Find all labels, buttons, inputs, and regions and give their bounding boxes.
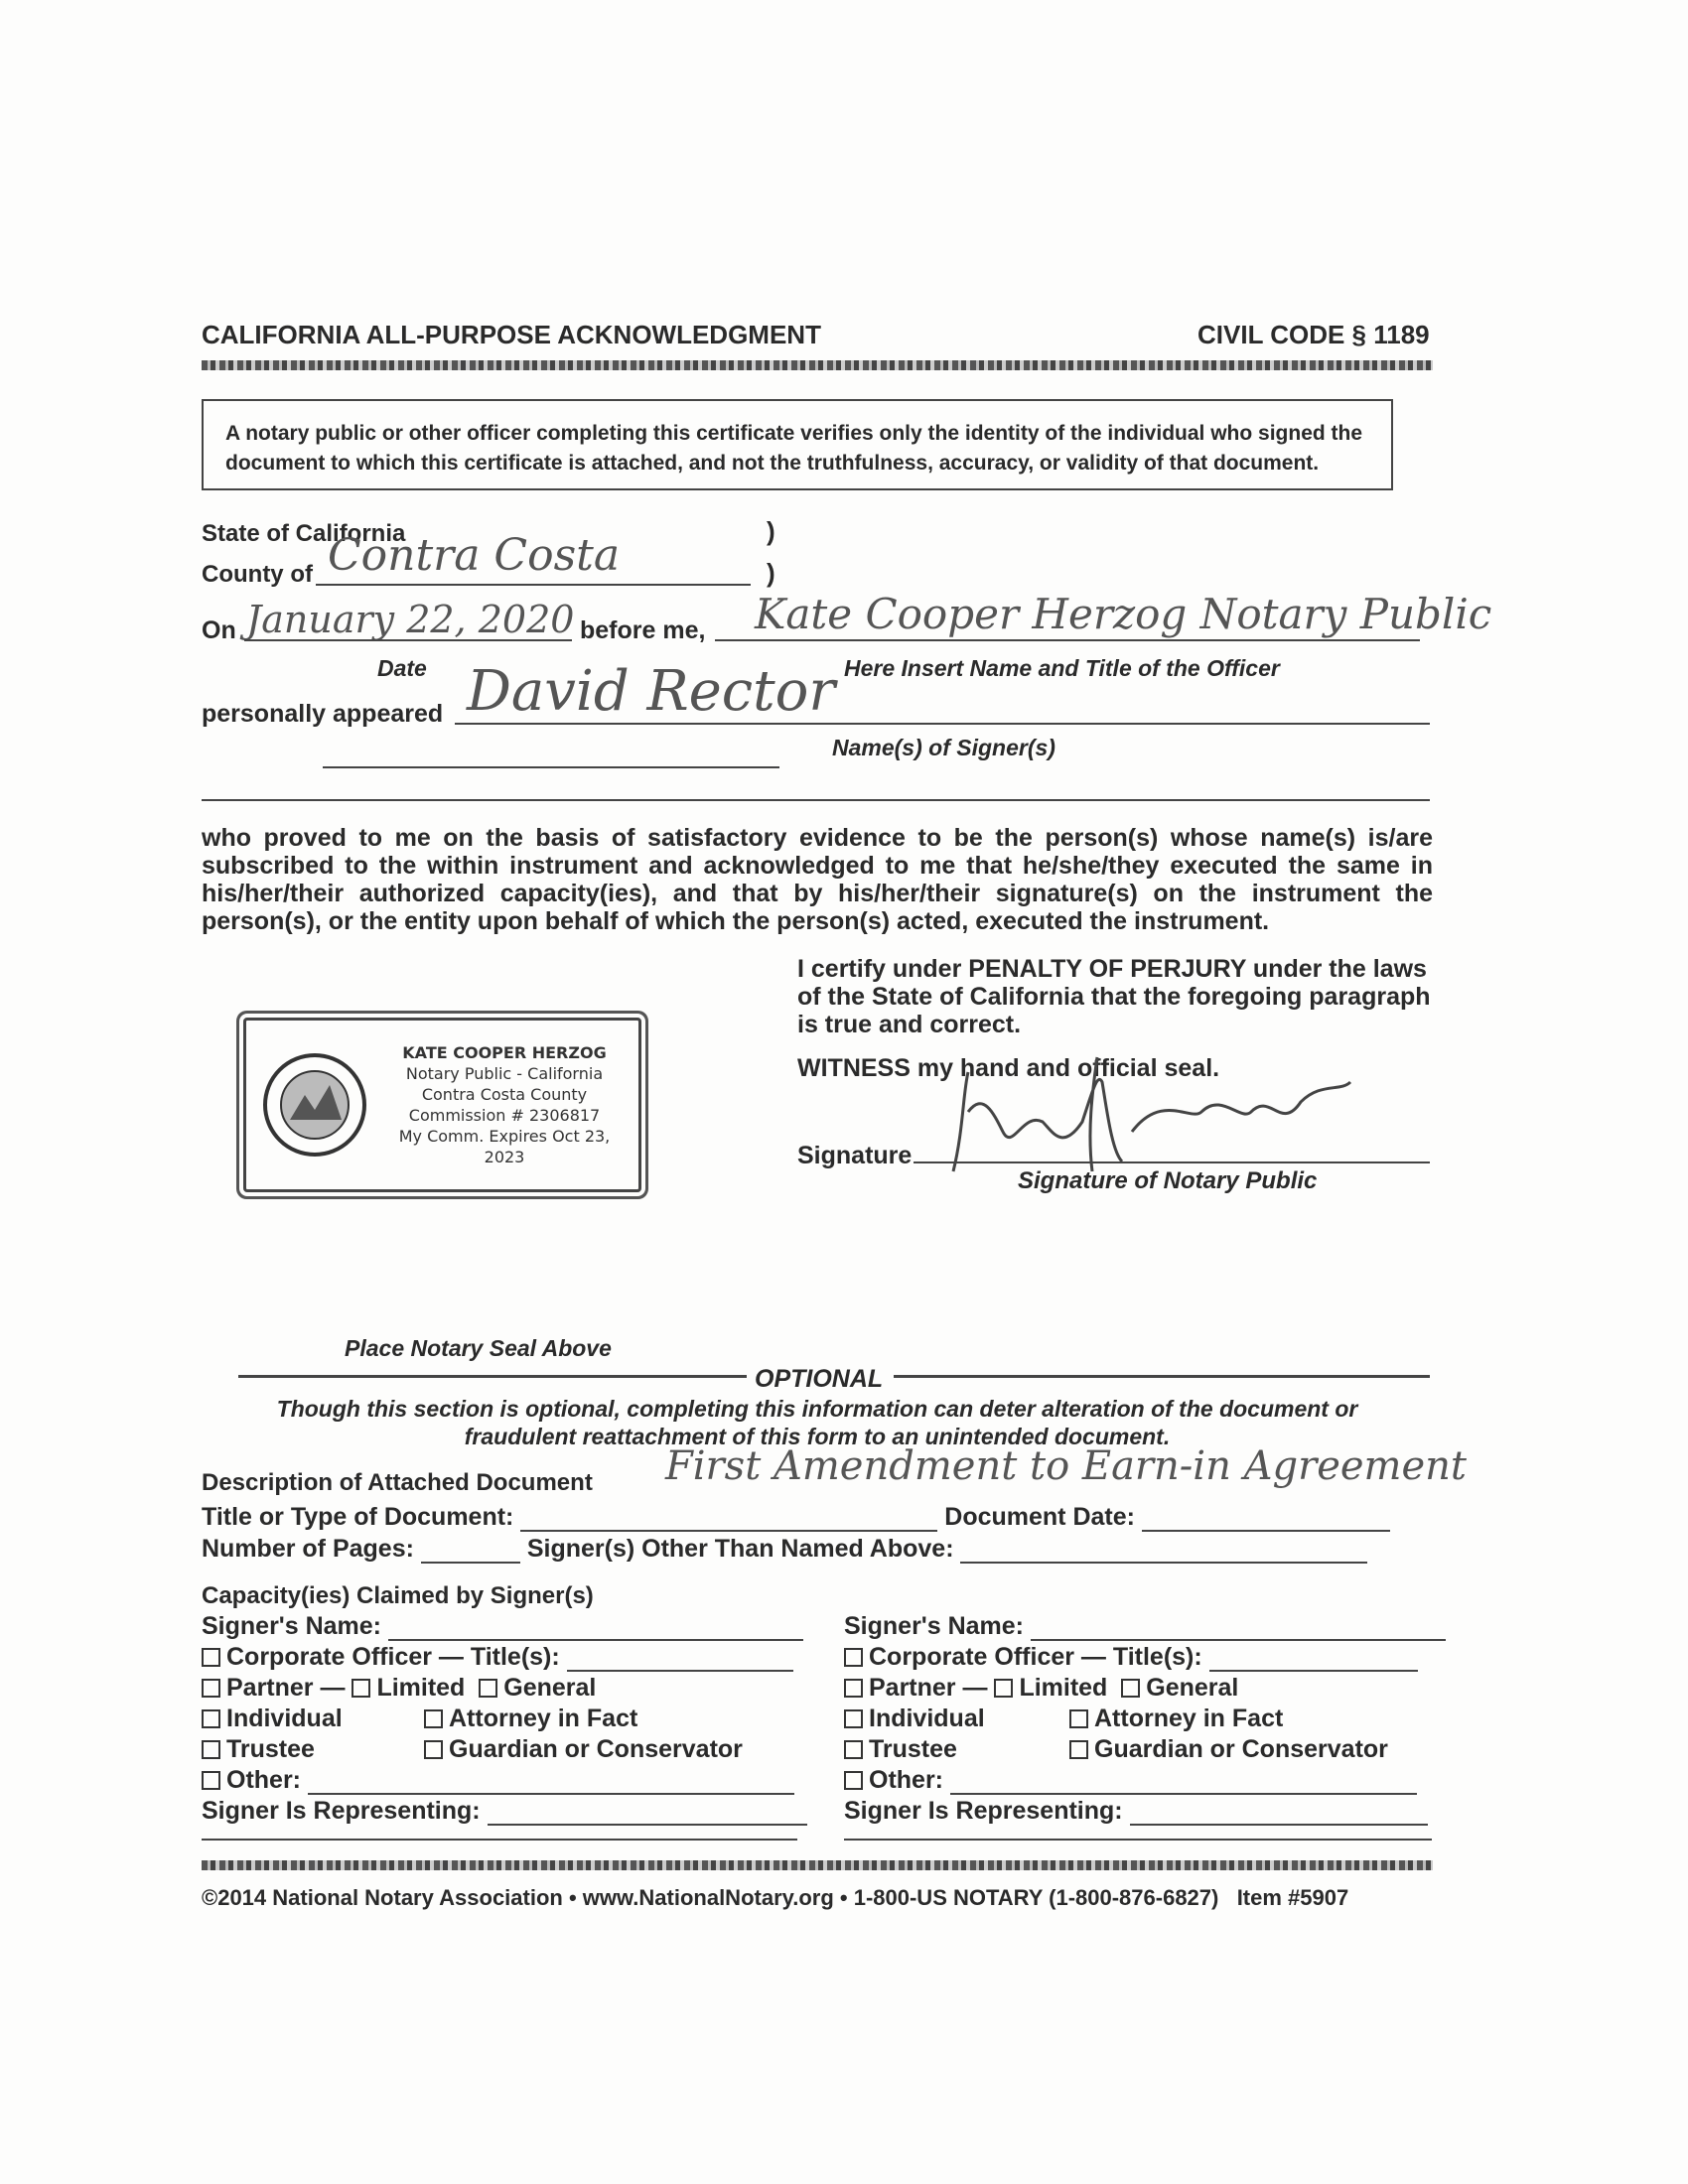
officer-value: Kate Cooper Herzog Notary Public [755,590,1492,638]
desc-label: Description of Attached Document [202,1469,593,1496]
signature-label: Signature [797,1142,913,1169]
decorative-border-bottom [202,1860,1433,1870]
pages-row [202,1535,1367,1564]
right-limited-checkbox[interactable] [994,1679,1013,1698]
left-individual-label: Individual [226,1705,343,1732]
bracket-2: ) [767,558,775,588]
doc-date-field[interactable] [1142,1508,1390,1532]
notary-stamp [243,1018,641,1192]
stamp-line4: Commission # 2306817 [408,1106,601,1125]
witness-text: WITNESS my hand and official seal. [797,1054,1220,1082]
right-individual [844,1705,985,1733]
stamp-name: KATE COOPER HERZOG [402,1043,607,1062]
title-label: Title or Type of Document: [202,1503,514,1531]
signer-caption: Name(s) of Signer(s) [832,735,1055,760]
signer-line-3 [202,799,1430,801]
left-trustee-label: Trustee [226,1735,315,1763]
stamp-line3: Contra Costa County [421,1085,588,1104]
left-representing-field[interactable] [488,1802,807,1826]
left-bottom-rule [202,1839,797,1841]
right-representing-label: Signer Is Representing: [844,1797,1123,1825]
right-guardian-checkbox[interactable] [1069,1740,1088,1759]
decorative-border-top [202,360,1433,370]
acknowledgment-text: who proved to me on the basis of satisfactory evidence to be the person(s) whose name(s) is/are subscribed to the within instrument and acknowledged to me that he/she/they executed the same in his/her/their authorized capacity(ies), and that by his/her/their signature(s) on the instrument the person(s), or the entity upon behalf of which the person(s) acted, executed the instrument. [202,824,1433,935]
stamp-line2: Notary Public - California [405,1064,604,1083]
right-name-field[interactable] [1031,1617,1446,1641]
right-other-field[interactable] [950,1771,1417,1795]
left-general-label: General [503,1674,597,1702]
other-signers-label: Signer(s) Other Than Named Above: [526,1535,954,1563]
optional-note-line1: Though this section is optional, completing this information can deter alteration of the document or [276,1396,1358,1422]
left-other [202,1766,794,1795]
right-other-label: Other: [869,1766,943,1794]
stamp-line5: My Comm. Expires Oct 23, 2023 [398,1127,611,1166]
other-signers-field[interactable] [960,1540,1367,1564]
left-corp-label: Corporate Officer — Title(s): [226,1643,560,1671]
left-other-field[interactable] [308,1771,794,1795]
right-other [844,1766,1417,1795]
right-other-checkbox[interactable] [844,1771,863,1790]
footer-text: ©2014 National Notary Association • www.NationalNotary.org • 1-800-US NOTARY (1-800-876-6827) Item #5907 [202,1885,1349,1910]
left-limited-label: Limited [376,1674,466,1702]
left-corp-checkbox[interactable] [202,1648,220,1667]
right-corp-checkbox[interactable] [844,1648,863,1667]
right-partner-checkbox[interactable] [844,1679,863,1698]
certify-text: I certify under PENALTY OF PERJURY under the laws of the State of California that the foregoing paragraph is true and correct. [797,955,1431,1038]
left-guardian [424,1735,743,1764]
left-name-field[interactable] [388,1617,803,1641]
right-individual-checkbox[interactable] [844,1709,863,1728]
right-trustee-checkbox[interactable] [844,1740,863,1759]
pages-label: Number of Pages: [202,1535,414,1563]
county-line [316,584,751,586]
date-value: January 22, 2020 [246,598,575,641]
date-caption: Date [377,655,427,681]
before-me-label: before me, [580,616,706,644]
left-corp [202,1643,793,1672]
optional-heading: OPTIONAL [755,1365,884,1393]
title-field[interactable] [520,1508,937,1532]
capacity-heading: Capacity(ies) Claimed by Signer(s) [202,1582,594,1609]
right-bottom-rule [844,1839,1432,1841]
signature-caption: Signature of Notary Public [1018,1167,1318,1194]
right-attorney-label: Attorney in Fact [1094,1705,1284,1732]
left-representing [202,1797,807,1826]
left-corp-field[interactable] [567,1648,793,1672]
left-attorney-label: Attorney in Fact [449,1705,638,1732]
optional-note-line2: fraudulent reattachment of this form to an unintended document. [464,1424,1171,1449]
signer-line-2 [323,766,779,768]
seal-caption: Place Notary Seal Above [345,1335,612,1361]
right-attorney-checkbox[interactable] [1069,1709,1088,1728]
right-trustee-label: Trustee [869,1735,957,1763]
optional-rule-left [238,1375,747,1378]
on-label: On [202,616,236,644]
right-signer-name [844,1612,1446,1641]
right-general-checkbox[interactable] [1121,1679,1140,1698]
doc-date-label: Document Date: [944,1503,1135,1531]
signer-line [455,723,1430,725]
optional-rule-right [894,1375,1430,1378]
left-limited-checkbox[interactable] [352,1679,370,1698]
desc-value: First Amendment to Earn-in Agreement [665,1443,1467,1489]
right-guardian [1069,1735,1388,1764]
state-seal-icon [260,1050,369,1160]
left-guardian-label: Guardian or Conservator [449,1735,743,1763]
right-attorney [1069,1705,1283,1733]
left-trustee [202,1735,315,1764]
date-line [244,639,572,641]
left-partner-checkbox[interactable] [202,1679,220,1698]
signer-value: David Rector [467,659,836,724]
right-trustee [844,1735,957,1764]
county-label: County of [202,561,313,588]
right-corp-field[interactable] [1209,1648,1418,1672]
left-attorney-checkbox[interactable] [424,1709,443,1728]
right-guardian-label: Guardian or Conservator [1094,1735,1388,1763]
left-signer-name [202,1612,803,1641]
left-other-label: Other: [226,1766,301,1794]
left-individual [202,1705,343,1733]
right-partner [844,1674,1238,1703]
right-representing-field[interactable] [1130,1802,1428,1826]
optional-note [202,1395,1433,1450]
officer-line [715,639,1420,641]
pages-field[interactable] [421,1540,520,1564]
left-general-checkbox[interactable] [479,1679,497,1698]
right-representing [844,1797,1428,1826]
stamp-text [380,1042,629,1167]
bracket-1: ) [767,516,775,546]
left-name-label: Signer's Name: [202,1612,382,1640]
appeared-label: personally appeared [202,700,444,728]
right-corp-label: Corporate Officer — Title(s): [869,1643,1202,1671]
left-partner [202,1674,596,1703]
title-row [202,1503,1390,1532]
notice-text: A notary public or other officer completing this certificate verifies only the identity of the individual who signed the document to which this certificate is attached, and not the truthfulness, accuracy, or validity of that document. [225,422,1363,475]
left-guardian-checkbox[interactable] [424,1740,443,1759]
civil-code: CIVIL CODE § 1189 [1197,320,1430,349]
right-partner-label: Partner — [869,1674,988,1702]
state-label: State of California [202,520,406,547]
left-partner-label: Partner — [226,1674,346,1702]
left-other-checkbox[interactable] [202,1771,220,1790]
right-name-label: Signer's Name: [844,1612,1025,1640]
left-representing-label: Signer Is Representing: [202,1797,481,1825]
right-corp [844,1643,1418,1672]
notice-box [202,399,1393,490]
officer-caption: Here Insert Name and Title of the Officer [844,655,1280,681]
right-limited-label: Limited [1019,1674,1108,1702]
left-attorney [424,1705,637,1733]
right-general-label: General [1146,1674,1239,1702]
left-trustee-checkbox[interactable] [202,1740,220,1759]
form-title: CALIFORNIA ALL-PURPOSE ACKNOWLEDGMENT [202,320,821,349]
right-individual-label: Individual [869,1705,985,1732]
county-value: Contra Costa [328,530,621,581]
left-individual-checkbox[interactable] [202,1709,220,1728]
